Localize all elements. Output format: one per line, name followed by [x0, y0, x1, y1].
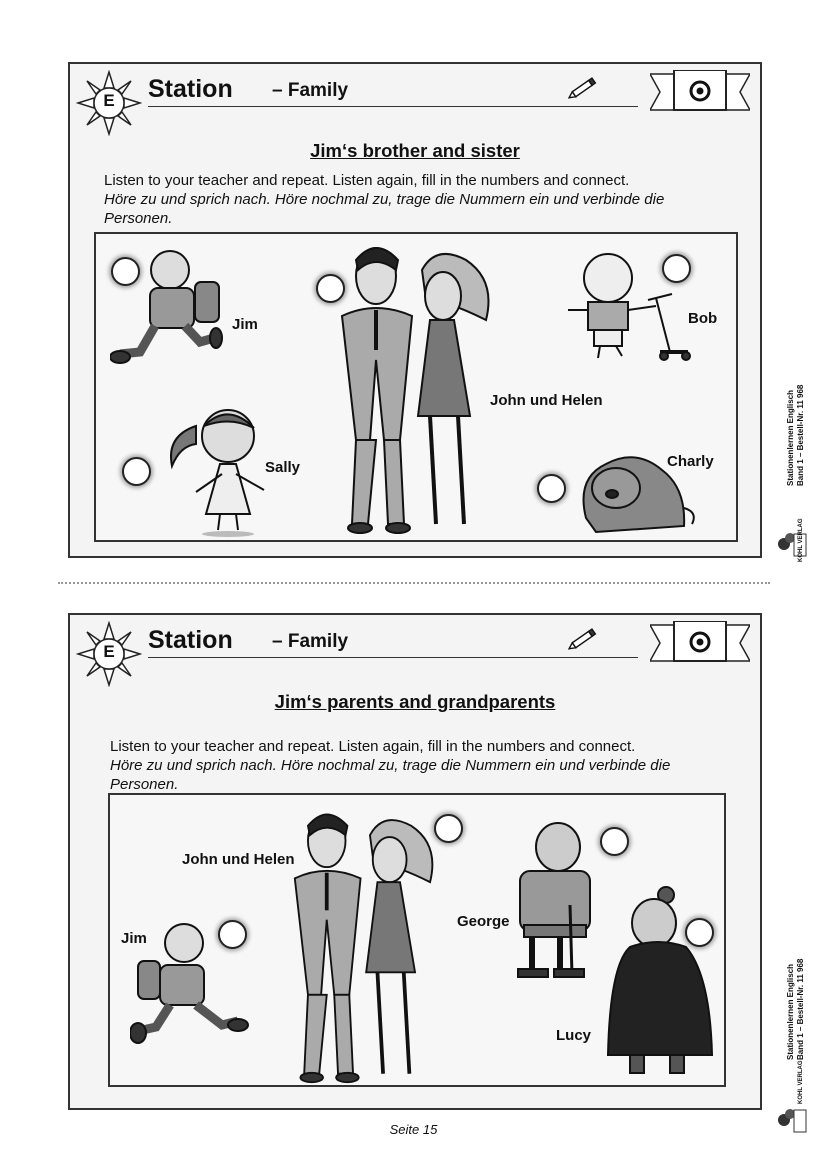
- instructions: [104, 171, 664, 228]
- number-circle-lucy[interactable]: [685, 918, 714, 947]
- number-circle-charly[interactable]: [537, 474, 566, 503]
- side-line-2: Band 1 – Bestell-Nr. 11 968: [796, 384, 805, 486]
- pencil-icon: [568, 627, 598, 651]
- lucy-figure: [600, 885, 718, 1081]
- instruction-en: Listen to your teacher and repeat. Listen again, fill in the numbers and connect.: [104, 172, 630, 189]
- label-john-helen: John und Helen: [182, 851, 295, 868]
- station-topic: – Family: [272, 631, 349, 652]
- george-figure: [514, 821, 614, 983]
- station-card-1: [68, 62, 762, 558]
- number-circle-george[interactable]: [600, 827, 629, 856]
- number-circle-bob[interactable]: [662, 254, 691, 283]
- task-title: Jim‘s brother and sister: [310, 140, 520, 161]
- number-circle-john-helen[interactable]: [316, 274, 345, 303]
- john-helen-figure: [326, 240, 516, 536]
- label-lucy: Lucy: [556, 1027, 592, 1044]
- number-circle-jim[interactable]: [218, 920, 247, 949]
- cut-line: [58, 582, 770, 584]
- publisher-name: KOHL VERLAG: [798, 1060, 804, 1104]
- label-bob: Bob: [688, 310, 718, 327]
- picture-area: [108, 793, 726, 1087]
- label-jim: Jim: [121, 930, 147, 947]
- label-sally: Sally: [265, 459, 301, 476]
- station-label: Station: [148, 626, 233, 654]
- station-card-2: [68, 613, 762, 1110]
- station-letter: E: [103, 642, 115, 661]
- picture-area: [94, 232, 738, 542]
- instructions: [110, 737, 670, 794]
- side-publisher-text: [786, 959, 806, 1060]
- station-topic: – Family: [272, 80, 349, 101]
- target-icon: [650, 621, 750, 665]
- instruction-de-2: Personen.: [104, 210, 173, 227]
- number-circle-sally[interactable]: [122, 457, 151, 486]
- number-circle-jim[interactable]: [111, 257, 140, 286]
- side-line-2: Band 1 – Bestell-Nr. 11 968: [796, 958, 805, 1060]
- header-rule: [148, 106, 638, 107]
- instruction-de-1: Höre zu und sprich nach. Höre nochmal zu, trage die Nummern ein und verbinde die: [104, 191, 665, 208]
- label-george: George: [457, 913, 510, 930]
- john-helen-figure: [274, 807, 464, 1085]
- label-john-helen: John und Helen: [490, 392, 603, 409]
- station-letter: E: [103, 91, 115, 110]
- target-icon: [650, 70, 750, 114]
- instruction-de-1: Höre zu und sprich nach. Höre nochmal zu, trage die Nummern ein und verbinde die: [110, 757, 671, 774]
- header-rule: [148, 657, 638, 658]
- label-jim: Jim: [232, 316, 258, 333]
- side-line-1: Stationenlernen Englisch: [786, 389, 795, 486]
- publisher-name: KOHL VERLAG: [798, 518, 804, 562]
- page-number: Seite 15: [389, 1122, 438, 1137]
- number-circle-john-helen[interactable]: [434, 814, 463, 843]
- label-charly: Charly: [667, 453, 714, 470]
- instruction-en: Listen to your teacher and repeat. Listen again, fill in the numbers and connect.: [110, 738, 636, 755]
- station-label: Station: [148, 75, 233, 103]
- instruction-de-2: Personen.: [110, 776, 179, 793]
- task-title: Jim‘s parents and grandparents: [274, 691, 556, 712]
- side-line-1: Stationenlernen Englisch: [786, 963, 795, 1060]
- pencil-icon: [568, 76, 598, 100]
- sally-figure: [156, 406, 276, 540]
- side-publisher-text: [786, 385, 806, 486]
